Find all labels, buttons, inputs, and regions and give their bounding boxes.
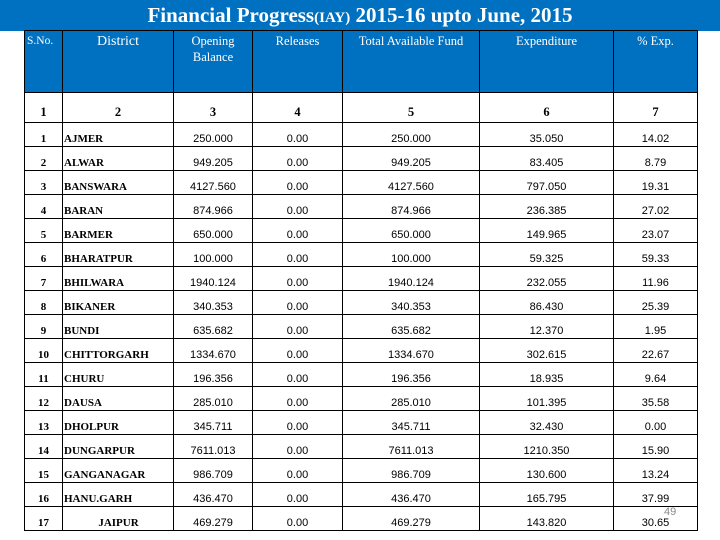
cell-releases: 0.00: [253, 435, 343, 459]
cell-sno: 10: [25, 339, 63, 363]
page-title: [0, 0, 720, 31]
cell-total-available-fund: 196.356: [343, 363, 480, 387]
cell-opening-balance: 949.205: [174, 147, 253, 171]
cell-percent-exp: 14.02: [614, 123, 698, 147]
cell-percent-exp: 13.24: [614, 459, 698, 483]
cell-opening-balance: 1940.124: [174, 267, 253, 291]
cell-opening-balance: 986.709: [174, 459, 253, 483]
cell-total-available-fund: 986.709: [343, 459, 480, 483]
cell-total-available-fund: 635.682: [343, 315, 480, 339]
cell-percent-exp: 25.39: [614, 291, 698, 315]
cell-opening-balance: 1334.670: [174, 339, 253, 363]
cell-total-available-fund: 250.000: [343, 123, 480, 147]
cell-expenditure: 83.405: [480, 147, 614, 171]
cell-releases: 0.00: [253, 315, 343, 339]
cell-releases: 0.00: [253, 291, 343, 315]
cell-district: BHARATPUR: [63, 243, 174, 267]
header-row: [25, 31, 698, 93]
cell-expenditure: 18.935: [480, 363, 614, 387]
column-number: 5: [343, 93, 480, 123]
table-row: [25, 219, 698, 243]
cell-percent-exp: 30.65: [614, 507, 698, 531]
cell-sno: 11: [25, 363, 63, 387]
cell-releases: 0.00: [253, 507, 343, 531]
cell-opening-balance: 285.010: [174, 387, 253, 411]
table-row: [25, 267, 698, 291]
cell-releases: 0.00: [253, 387, 343, 411]
table-row: [25, 123, 698, 147]
cell-releases: 0.00: [253, 219, 343, 243]
cell-expenditure: 32.430: [480, 411, 614, 435]
cell-percent-exp: 23.07: [614, 219, 698, 243]
cell-percent-exp: 11.96: [614, 267, 698, 291]
cell-expenditure: 86.430: [480, 291, 614, 315]
cell-expenditure: 302.615: [480, 339, 614, 363]
cell-district: DUNGARPUR: [63, 435, 174, 459]
cell-opening-balance: 635.682: [174, 315, 253, 339]
title-text: Financial Progress: [147, 3, 315, 27]
cell-percent-exp: 19.31: [614, 171, 698, 195]
cell-opening-balance: 874.966: [174, 195, 253, 219]
cell-percent-exp: 35.58: [614, 387, 698, 411]
cell-sno: 8: [25, 291, 63, 315]
cell-total-available-fund: 650.000: [343, 219, 480, 243]
cell-releases: 0.00: [253, 195, 343, 219]
title-period: 2015-16 upto June, 2015: [350, 3, 573, 27]
cell-sno: 14: [25, 435, 63, 459]
header-sno: S.No.: [25, 31, 63, 93]
table-row: [25, 483, 698, 507]
cell-opening-balance: 469.279: [174, 507, 253, 531]
cell-sno: 6: [25, 243, 63, 267]
cell-district: JAIPUR: [63, 507, 174, 531]
cell-expenditure: 130.600: [480, 459, 614, 483]
cell-district: CHITTORGARH: [63, 339, 174, 363]
cell-percent-exp: 15.90: [614, 435, 698, 459]
cell-total-available-fund: 1334.670: [343, 339, 480, 363]
cell-percent-exp: 22.67: [614, 339, 698, 363]
cell-percent-exp: 9.64: [614, 363, 698, 387]
cell-releases: 0.00: [253, 459, 343, 483]
cell-district: BUNDI: [63, 315, 174, 339]
cell-district: DHOLPUR: [63, 411, 174, 435]
cell-releases: 0.00: [253, 339, 343, 363]
cell-expenditure: 236.385: [480, 195, 614, 219]
cell-opening-balance: 340.353: [174, 291, 253, 315]
table-row: [25, 363, 698, 387]
cell-total-available-fund: 1940.124: [343, 267, 480, 291]
cell-total-available-fund: 949.205: [343, 147, 480, 171]
table-row: [25, 339, 698, 363]
cell-sno: 3: [25, 171, 63, 195]
cell-percent-exp: 37.99: [614, 483, 698, 507]
cell-total-available-fund: 100.000: [343, 243, 480, 267]
cell-sno: 1: [25, 123, 63, 147]
cell-opening-balance: 7611.013: [174, 435, 253, 459]
cell-total-available-fund: 285.010: [343, 387, 480, 411]
column-number-row: [25, 93, 698, 123]
header-total-available-fund: Total Available Fund: [343, 31, 480, 93]
header-percent-exp: % Exp.: [614, 31, 698, 93]
cell-district: BHILWARA: [63, 267, 174, 291]
cell-district: BIKANER: [63, 291, 174, 315]
cell-releases: 0.00: [253, 123, 343, 147]
cell-expenditure: 149.965: [480, 219, 614, 243]
cell-expenditure: 59.325: [480, 243, 614, 267]
cell-expenditure: 12.370: [480, 315, 614, 339]
cell-sno: 15: [25, 459, 63, 483]
header-expenditure: Expenditure: [480, 31, 614, 93]
cell-expenditure: 1210.350: [480, 435, 614, 459]
cell-sno: 9: [25, 315, 63, 339]
cell-expenditure: 35.050: [480, 123, 614, 147]
table-row: [25, 171, 698, 195]
cell-sno: 7: [25, 267, 63, 291]
cell-releases: 0.00: [253, 411, 343, 435]
column-number: 7: [614, 93, 698, 123]
cell-percent-exp: 8.79: [614, 147, 698, 171]
cell-sno: 16: [25, 483, 63, 507]
cell-sno: 5: [25, 219, 63, 243]
cell-expenditure: 165.795: [480, 483, 614, 507]
cell-sno: 4: [25, 195, 63, 219]
cell-releases: 0.00: [253, 147, 343, 171]
cell-opening-balance: 196.356: [174, 363, 253, 387]
cell-releases: 0.00: [253, 171, 343, 195]
cell-district: HANU.GARH: [63, 483, 174, 507]
header-releases: Releases: [253, 31, 343, 93]
cell-opening-balance: 436.470: [174, 483, 253, 507]
cell-total-available-fund: 340.353: [343, 291, 480, 315]
cell-sno: 12: [25, 387, 63, 411]
cell-percent-exp: 0.00: [614, 411, 698, 435]
header-opening-balance: Opening Balance: [174, 31, 253, 93]
cell-opening-balance: 650.000: [174, 219, 253, 243]
cell-releases: 0.00: [253, 363, 343, 387]
table-row: [25, 411, 698, 435]
column-number: 1: [25, 93, 63, 123]
cell-sno: 2: [25, 147, 63, 171]
column-number: 4: [253, 93, 343, 123]
cell-district: BARAN: [63, 195, 174, 219]
cell-expenditure: 143.820: [480, 507, 614, 531]
cell-total-available-fund: 4127.560: [343, 171, 480, 195]
cell-district: BARMER: [63, 219, 174, 243]
cell-percent-exp: 27.02: [614, 195, 698, 219]
cell-opening-balance: 100.000: [174, 243, 253, 267]
cell-percent-exp: 1.95: [614, 315, 698, 339]
cell-total-available-fund: 7611.013: [343, 435, 480, 459]
header-district: District: [63, 31, 174, 93]
column-number: 2: [63, 93, 174, 123]
cell-releases: 0.00: [253, 267, 343, 291]
table-row: [25, 243, 698, 267]
table-row: [25, 147, 698, 171]
cell-district: GANGANAGAR: [63, 459, 174, 483]
cell-district: ALWAR: [63, 147, 174, 171]
cell-district: DAUSA: [63, 387, 174, 411]
table-row: [25, 195, 698, 219]
cell-district: CHURU: [63, 363, 174, 387]
financial-progress-table: [24, 30, 698, 531]
column-number: 3: [174, 93, 253, 123]
cell-opening-balance: 250.000: [174, 123, 253, 147]
table-row: [25, 291, 698, 315]
cell-expenditure: 101.395: [480, 387, 614, 411]
table-row: [25, 435, 698, 459]
page-number: 49: [664, 506, 677, 518]
cell-opening-balance: 4127.560: [174, 171, 253, 195]
cell-releases: 0.00: [253, 483, 343, 507]
cell-total-available-fund: 436.470: [343, 483, 480, 507]
cell-total-available-fund: 874.966: [343, 195, 480, 219]
cell-releases: 0.00: [253, 243, 343, 267]
table-row: [25, 459, 698, 483]
cell-district: BANSWARA: [63, 171, 174, 195]
cell-sno: 13: [25, 411, 63, 435]
table-row: [25, 315, 698, 339]
cell-total-available-fund: 469.279: [343, 507, 480, 531]
column-number: 6: [480, 93, 614, 123]
cell-opening-balance: 345.711: [174, 411, 253, 435]
table-row: [25, 387, 698, 411]
cell-sno: 17: [25, 507, 63, 531]
table-row: [25, 507, 698, 531]
cell-percent-exp: 59.33: [614, 243, 698, 267]
cell-total-available-fund: 345.711: [343, 411, 480, 435]
cell-expenditure: 797.050: [480, 171, 614, 195]
title-scheme: (IAY): [314, 10, 351, 26]
cell-district: AJMER: [63, 123, 174, 147]
cell-expenditure: 232.055: [480, 267, 614, 291]
